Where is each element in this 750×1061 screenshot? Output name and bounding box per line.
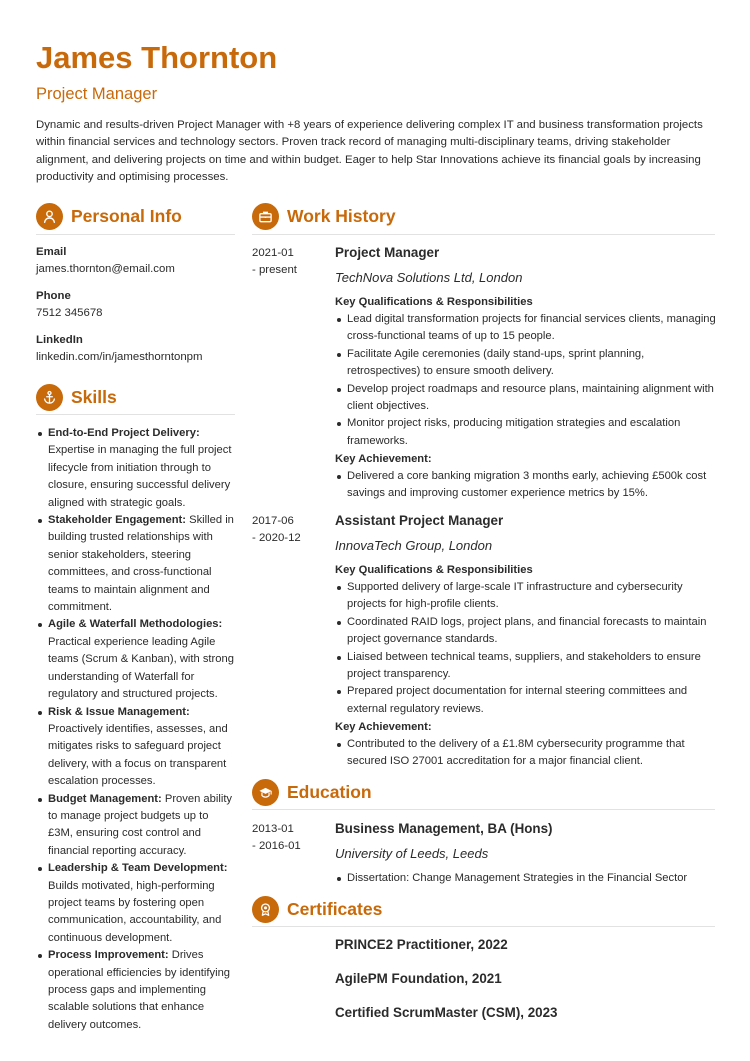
education-header: [252, 779, 372, 806]
degree-title: Business Management, BA (Hons): [335, 821, 553, 836]
user-icon: [36, 203, 63, 230]
education-title: Education: [287, 782, 372, 802]
candidate-name: James Thornton: [36, 40, 278, 75]
job-title: Assistant Project Manager: [335, 513, 504, 528]
briefcase-icon: [252, 203, 279, 230]
responsibilities-label: Key Qualifications & Responsibilities: [335, 564, 533, 576]
skill-desc: Builds motivated, high-performing project teams by fostering open communication, accountability, and continuous development.: [48, 879, 222, 944]
skill-name: End-to-End Project Delivery:: [48, 427, 200, 439]
award-icon: [252, 896, 279, 923]
personal-info-header: [36, 203, 182, 230]
skill-item: [36, 791, 236, 861]
email-label: Email: [36, 246, 67, 258]
certificates-title: Certificates: [287, 899, 383, 919]
linkedin-value[interactable]: linkedin.com/in/jamesthorntonpm: [36, 351, 203, 363]
anchor-icon: [36, 384, 63, 411]
phone-value[interactable]: 7512 345678: [36, 307, 103, 319]
certificate-item: PRINCE2 Practitioner, 2022: [335, 937, 508, 952]
work-history-divider: [252, 234, 715, 235]
list-item: Facilitate Agile ceremonies (daily stand-ups, sprint planning, retrospectives) to ensure smooth delivery.: [335, 346, 720, 381]
certificate-item: Certified ScrumMaster (CSM), 2023: [335, 1005, 558, 1020]
school-name: University of Leeds, Leeds: [335, 846, 489, 861]
achievement-list: [335, 736, 720, 771]
skill-item: [36, 860, 236, 947]
job-company: TechNova Solutions Ltd, London: [335, 270, 523, 285]
personal-info-divider: [36, 234, 235, 235]
responsibilities-list: [335, 579, 720, 718]
personal-info-title: Personal Info: [71, 206, 182, 226]
skill-item: [36, 616, 236, 703]
certificate-item: AgilePM Foundation, 2021: [335, 971, 502, 986]
job-title: Project Manager: [335, 245, 440, 260]
achievement-list: [335, 468, 720, 503]
skill-desc: Practical experience leading Agile teams (Scrum & Kanban), with strong understanding of Waterfall for regulatory and structured projects.: [48, 635, 234, 701]
email-value[interactable]: james.thornton@email.com: [36, 263, 175, 275]
achievement-label: Key Achievement:: [335, 721, 432, 733]
skill-desc: Proven ability to manage project budgets up to £3M, ensuring cost control and financial reporting accuracy.: [48, 792, 233, 857]
skill-item: [36, 704, 236, 791]
education-dates: [252, 821, 322, 856]
responsibilities-label: Key Qualifications & Responsibilities: [335, 296, 533, 308]
list-item: Develop project roadmaps and resource plans, maintaining alignment with client objectives.: [335, 381, 720, 416]
graduation-cap-icon: [252, 779, 279, 806]
job-company: InnovaTech Group, London: [335, 538, 493, 553]
education-date-end: - 2016-01: [252, 840, 301, 853]
list-item: Prepared project documentation for internal steering committees and external regulatory reviews.: [335, 683, 720, 718]
achievement-label: Key Achievement:: [335, 453, 432, 465]
certificates-divider: [252, 926, 715, 927]
job-date-end: - present: [252, 264, 297, 277]
education-date-start: 2013-01: [252, 823, 294, 835]
list-item: Liaised between technical teams, suppliers, and stakeholders to ensure project transparency.: [335, 649, 720, 684]
skill-desc: Drives operational efficiencies by identifying process gaps and implementing scalable solutions that enhance delivery outcomes.: [48, 949, 231, 1031]
skill-name: Stakeholder Engagement:: [48, 514, 187, 527]
skill-desc: Proactively identifies, assesses, and mitigates risks to safeguard project delivery, with a focus on transparent escalation processes.: [48, 722, 228, 788]
profile-summary: Dynamic and results-driven Project Manager with +8 years of experience delivering complex IT and business transformation projects within financial services and technology sectors. Proven track record of managing multi-disciplinary teams, driving stakeholder alignment, and delivering projects on time and within budget. Eager to help Star Innovations achieve its financial goals by increasing productivity and optimising processes.: [36, 119, 703, 184]
job-dates: [252, 245, 322, 280]
job-date-start: 2021-01: [252, 247, 294, 259]
list-item: Contributed to the delivery of a £1.8M cybersecurity programme that secured ISO 27001 accreditation for a major financial client.: [335, 736, 720, 771]
job-dates: [252, 513, 322, 548]
skill-name: Leadership & Team Development:: [48, 862, 228, 875]
skills-divider: [36, 414, 235, 415]
list-item: Delivered a core banking migration 3 months early, achieving £500k cost savings and improving customer experience metrics by 15%.: [335, 468, 720, 503]
job-date-end: - 2020-12: [252, 532, 301, 545]
skills-title: Skills: [71, 387, 117, 407]
list-item: Monitor project risks, producing mitigation strategies and escalation frameworks.: [335, 415, 720, 450]
work-history-header: [252, 203, 396, 230]
skills-header: [36, 384, 117, 411]
job-date-start: 2017-06: [252, 515, 294, 527]
skill-desc: Expertise in managing the full project lifecycle from initiation through to closure, ensuring successful delivery aligned with strategic goals.: [48, 444, 232, 509]
certificates-header: [252, 896, 382, 923]
skill-name: Process Improvement:: [48, 949, 169, 962]
skills-list: [36, 425, 236, 1034]
work-history-title: Work History: [287, 206, 396, 226]
phone-label: Phone: [36, 290, 71, 302]
list-item: Dissertation: Change Management Strategies in the Financial Sector: [335, 870, 720, 887]
candidate-role: Project Manager: [36, 85, 158, 103]
education-details-list: [335, 870, 720, 887]
skill-item: [36, 512, 236, 616]
list-item: Supported delivery of large-scale IT infrastructure and cybersecurity projects for high-profile clients.: [335, 579, 720, 614]
skill-name: Risk & Issue Management:: [48, 705, 190, 718]
skill-item: [36, 947, 236, 1034]
skill-name: Budget Management:: [48, 792, 162, 805]
skill-item: [36, 425, 236, 512]
skill-name: Agile & Waterfall Methodologies:: [48, 618, 223, 631]
list-item: Lead digital transformation projects for financial services clients, managing cross-functional teams of up to 15 people.: [335, 311, 720, 346]
skill-desc: Skilled in building trusted relationships with senior stakeholders, steering committees, and cross-functional teams to maintain alignment and commitment.: [48, 514, 234, 614]
list-item: Coordinated RAID logs, project plans, and financial forecasts to maintain project governance standards.: [335, 614, 720, 649]
linkedin-label: LinkedIn: [36, 334, 83, 346]
responsibilities-list: [335, 311, 720, 450]
education-divider: [252, 809, 715, 810]
